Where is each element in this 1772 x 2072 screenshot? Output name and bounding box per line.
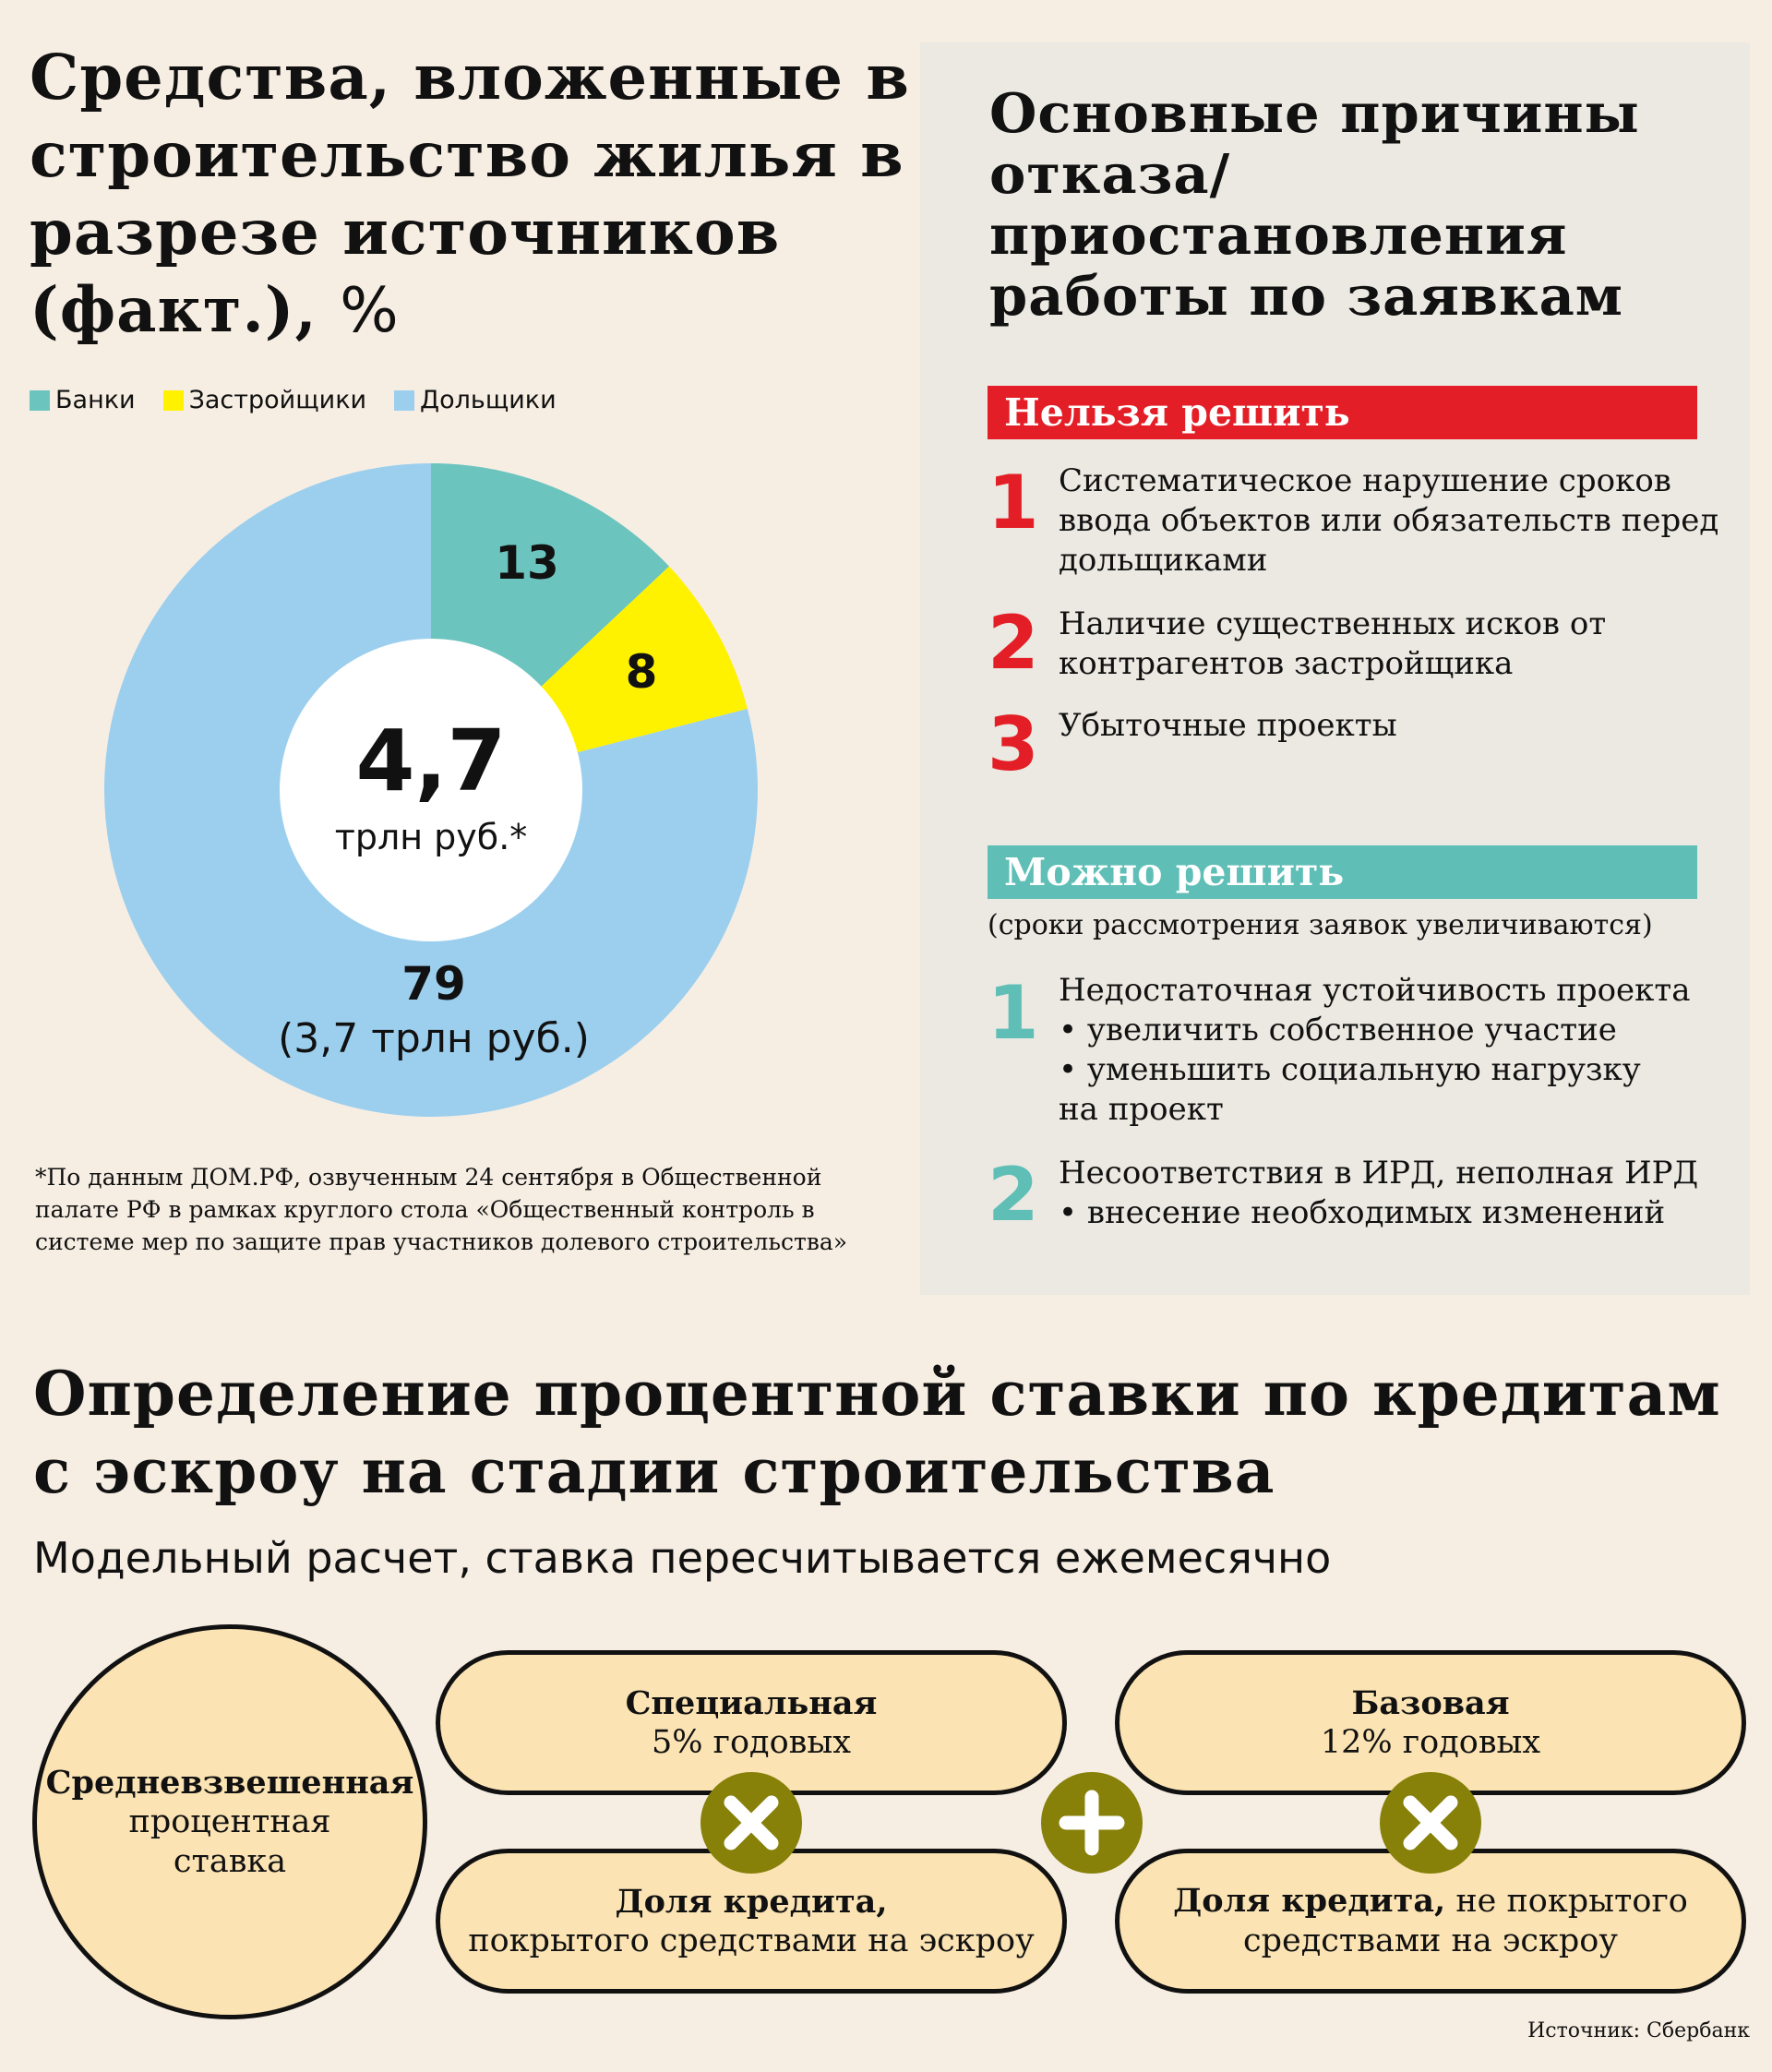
uncovered-share-rest: не покрытого [1445, 1883, 1688, 1920]
weighted-rate-line-2: процентная [128, 1803, 331, 1840]
legend-item-banks [30, 386, 136, 414]
weighted-rate-line-1: Средневзвешенная [45, 1763, 414, 1802]
legend-label-developers: Застройщики [188, 386, 367, 414]
uncovered-share-line-2: средствами на эскроу [1243, 1922, 1618, 1959]
legend-swatch-banks [30, 390, 50, 411]
weighted-rate-line-3: ставка [173, 1842, 287, 1880]
cannot-reason-1-number: 1 [988, 460, 1039, 545]
base-rate-value: 12% годовых [1320, 1723, 1541, 1761]
legend-label-banks: Банки [55, 386, 136, 414]
chart-title-text: Средства, вложенные в строительство жилья в разрезе источников (факт.), [30, 41, 910, 346]
data-label-developers: 8 [625, 645, 658, 699]
can-solve-header: Можно решить [988, 845, 1697, 899]
base-rate-name: Базовая [1351, 1683, 1510, 1722]
legend-item-developers [163, 386, 366, 414]
footnote: *По данным ДОМ.РФ, озвученным 24 сентября в Общественной палате РФ в рамках круглого стола «Общественный контроль в системе мер по защите прав участников долевого строительства» [35, 1164, 848, 1255]
legend-swatch-developers [163, 390, 184, 411]
cannot-reason-2-text: Наличие существенных исков от контрагентов застройщика [1059, 605, 1607, 682]
can-reason-2-number: 2 [988, 1152, 1039, 1238]
plus-icon [1041, 1772, 1143, 1874]
cannot-reason-3-text: Убыточные проекты [1059, 707, 1397, 744]
plus-icon-glyph [1041, 1772, 1143, 1874]
chart-title [30, 39, 916, 349]
escrow-share-text: покрытого средствами на эскроу [468, 1922, 1035, 1959]
multiply-icon-glyph [700, 1772, 802, 1874]
can-reason-2-line-1: Несоответствия в ИРД, неполная ИРД [1059, 1155, 1699, 1192]
rate-title: Определение процентной ставки по кредитам с эскроу на стадии строительства [33, 1358, 1721, 1507]
uncovered-share-bold: Доля кредита, [1173, 1882, 1446, 1920]
legend-swatch-shareholders [394, 390, 414, 411]
cannot-reason-2-number: 2 [988, 600, 1039, 686]
source-note: Источник: Сбербанк [1527, 2019, 1750, 2042]
data-label-shareholders-amount: (3,7 трлн руб.) [278, 1015, 590, 1062]
cannot-reason-3-number: 3 [988, 701, 1039, 787]
data-label-shareholders: 79 [401, 957, 466, 1011]
can-reason-1-line-1: Недостаточная устойчивость проекта [1059, 972, 1691, 1009]
chart-title-unit: % [340, 274, 400, 346]
multiply-icon [1380, 1772, 1481, 1874]
data-label-banks: 13 [495, 536, 559, 590]
can-reason-1-text [1059, 971, 1742, 1130]
legend-item-shareholders [394, 386, 557, 414]
rate-subtitle: Модельный расчет, ставка пересчитывается ежемесячно [33, 1533, 1332, 1583]
uncovered-share-line-1 [1173, 1881, 1688, 1922]
can-reason-2-line-2: • внесение необходимых изменений [1059, 1194, 1666, 1231]
center-unit: трлн руб.* [334, 817, 528, 857]
cannot-reason-1-text: Систематическое нарушение сроков ввода объектов или обязательств перед дольщиками [1059, 462, 1719, 579]
can-reason-2-text [1059, 1154, 1742, 1233]
weighted-rate-circle [32, 1624, 427, 2019]
reasons-title: Основные причины отказа/ приостановления работы по заявкам [989, 81, 1640, 328]
special-rate-name: Специальная [625, 1683, 878, 1722]
chart-legend [30, 386, 557, 414]
donut-chart [102, 461, 760, 1119]
can-reason-1-line-3: • уменьшить социальную нагрузку [1059, 1051, 1641, 1088]
center-value: 4,7 [355, 712, 507, 810]
multiply-icon-glyph [1380, 1772, 1481, 1874]
special-rate-value: 5% годовых [652, 1723, 851, 1761]
escrow-share-bold: Доля кредита, [615, 1882, 888, 1921]
can-reason-1-line-4: на проект [1059, 1091, 1224, 1128]
multiply-icon [700, 1772, 802, 1874]
can-solve-note: (сроки рассмотрения заявок увеличиваются) [988, 909, 1653, 941]
cannot-solve-header: Нельзя решить [988, 386, 1697, 439]
can-reason-1-number: 1 [988, 970, 1039, 1056]
legend-label-shareholders: Дольщики [420, 386, 557, 414]
can-reason-1-line-2: • увеличить собственное участие [1059, 1012, 1617, 1048]
